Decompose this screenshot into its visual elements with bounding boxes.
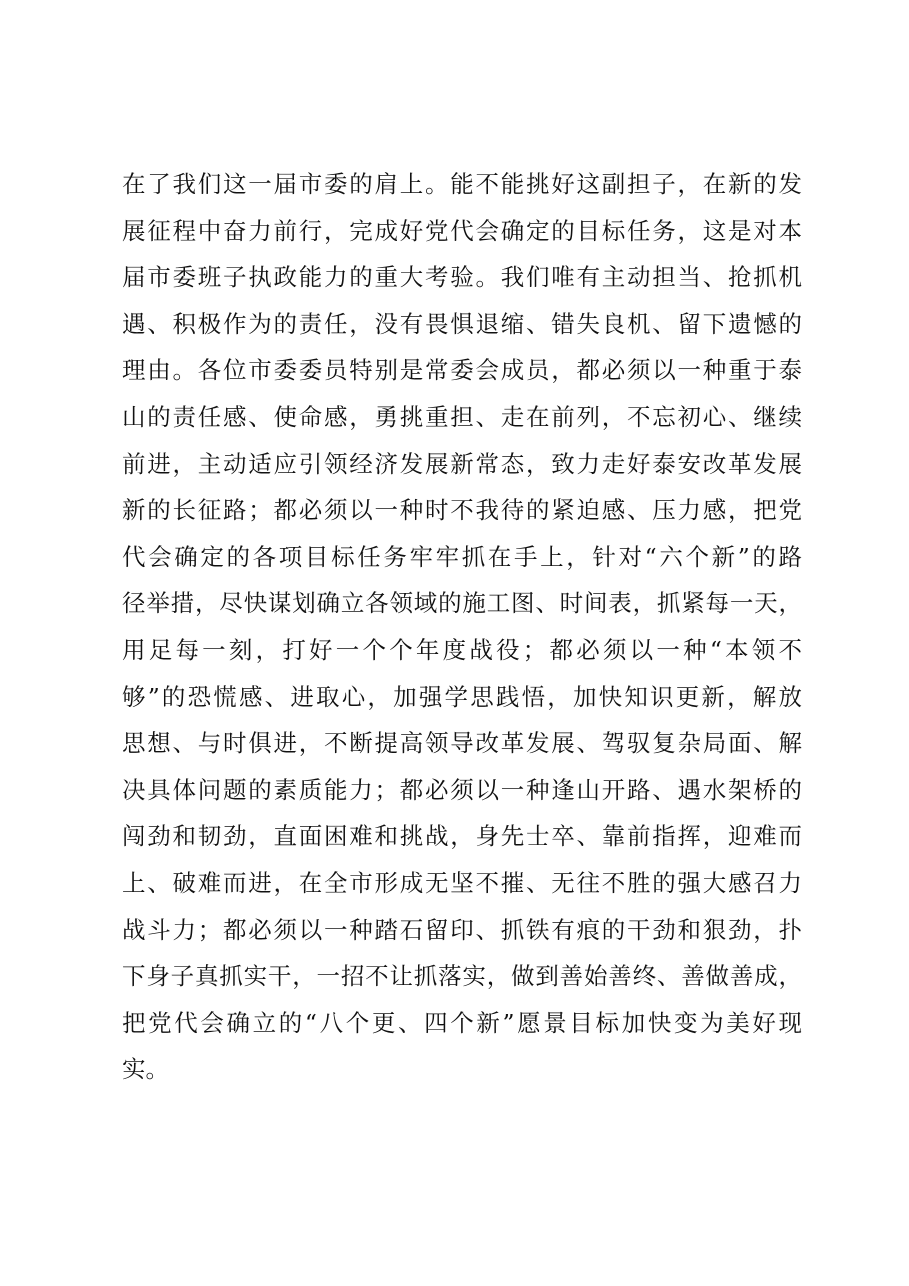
text-line: 遇、积极作为的责任，没有畏惧退缩、错失良机、留下遗憾的 [122, 309, 802, 338]
text-line: 够”的恐慌感、进取心，加强学思践悟，加快知识更新，解放 [122, 682, 802, 711]
text-line: 山的责任感、使命感，勇挑重担、走在前列，不忘初心、继续 [122, 402, 802, 431]
text-line: 思想、与时俱进，不断提高领导改革发展、驾驭复杂局面、解 [122, 729, 802, 758]
text-line: 届市委班子执政能力的重大考验。我们唯有主动担当、抢抓机 [122, 263, 802, 292]
body-paragraph [122, 161, 802, 1093]
text-line: 在了我们这一届市委的肩上。能不能挑好这副担子，在新的发 [122, 170, 802, 198]
text-line: 用足每一刻，打好一个个年度战役；都必须以一种“本领不 [122, 635, 802, 664]
text-line: 战斗力；都必须以一种踏石留印、抓铁有痕的干劲和狠劲，扑 [122, 915, 802, 944]
text-line: 决具体问题的素质能力；都必须以一种逢山开路、遇水架桥的 [122, 775, 802, 804]
text-line: 下身子真抓实干，一招不让抓落实，做到善始善终、善做善成， [122, 962, 802, 991]
text-line: 径举措，尽快谋划确立各领域的施工图、时间表，抓紧每一天， [122, 589, 802, 618]
text-line: 把党代会确立的“八个更、四个新”愿景目标加快变为美好现 [122, 1008, 802, 1037]
text-line: 代会确定的各项目标任务牢牢抓在手上，针对“六个新”的路 [122, 542, 802, 571]
text-line: 前进，主动适应引领经济发展新常态，致力走好泰安改革发展 [122, 449, 802, 478]
text-line: 展征程中奋力前行，完成好党代会确定的目标任务，这是对本 [122, 216, 802, 245]
text-line: 上、破难而进，在全市形成无坚不摧、无往不胜的强大感召力 [122, 868, 802, 897]
text-line: 理由。各位市委委员特别是常委会成员，都必须以一种重于泰 [122, 356, 802, 385]
text-line: 实。 [122, 1055, 169, 1084]
text-line: 新的长征路；都必须以一种时不我待的紧迫感、压力感，把党 [122, 496, 802, 525]
text-line: 闯劲和韧劲，直面困难和挑战，身先士卒、靠前指挥，迎难而 [122, 822, 802, 851]
